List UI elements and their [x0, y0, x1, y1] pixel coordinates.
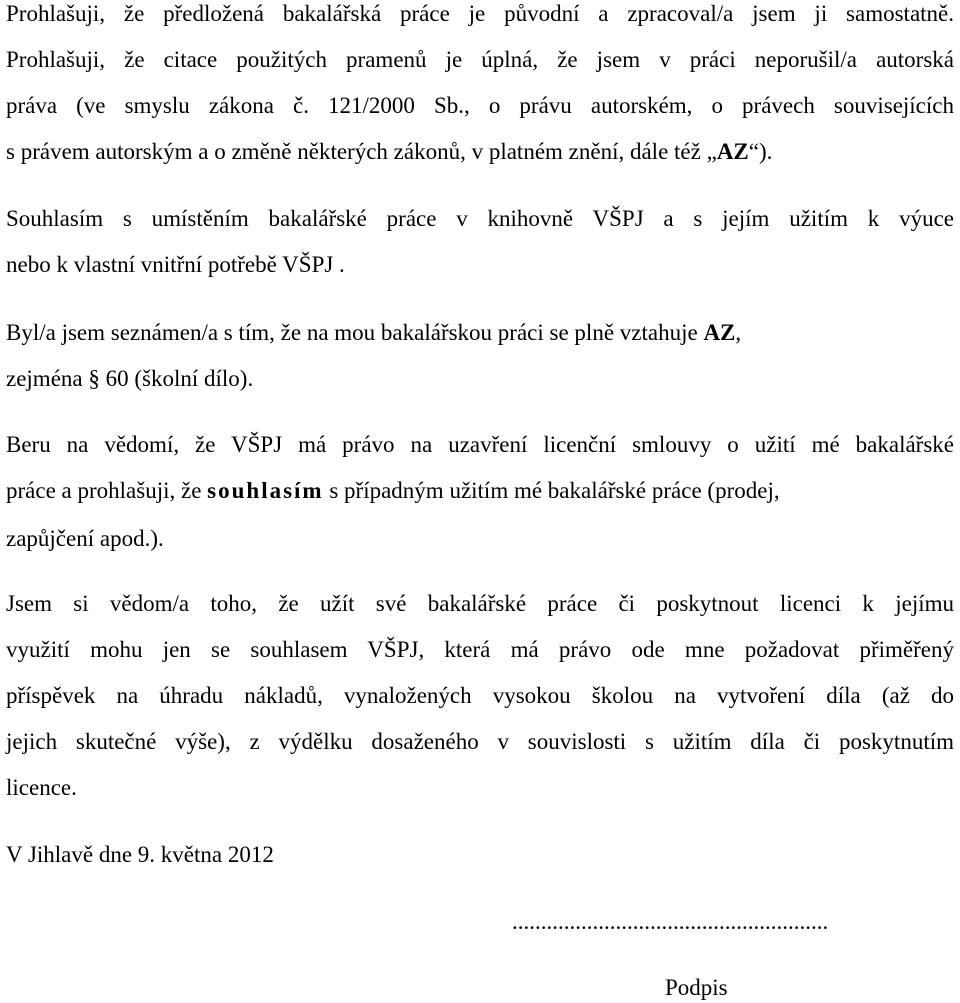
p4-line-2-text: práce a prohlašuji, že [6, 478, 208, 503]
p5-line-3: příspěvek na úhradu nákladů, vynaložených vysokou školou na vytvoření díla (až do [6, 683, 954, 708]
consent-word: souhlasím [207, 478, 324, 503]
place-date: V Jihlavě dne 9. května 2012 [6, 842, 274, 867]
p3-line-2: zejména § 60 (školní dílo). [6, 366, 254, 391]
p4-line-3: zapůjčení apod.). [6, 526, 164, 551]
p5-line-5: licence. [6, 775, 77, 800]
signature-line: ....................................................... [512, 909, 829, 934]
p3-line-1 [6, 321, 741, 344]
p3-line-1-text: Byl/a jsem seznámen/a s tím, že na mou bakalářskou práci se plně vztahuje [6, 320, 704, 345]
p5-line-4: jejich skutečné výše), z výdělku dosaženého v souvislosti s užitím díla či poskytnutím [6, 729, 954, 754]
p1-line-2: Prohlašuji, že citace použitých pramenů je úplná, že jsem v práci neporušil/a autorská [6, 47, 954, 72]
p2-line-2: nebo k vlastní vnitřní potřebě VŠPJ . [6, 252, 345, 277]
p5-line-1: Jsem si vědom/a toho, že užít své bakalářské práce či poskytnout licenci k jejímu [6, 591, 954, 616]
p1-line-1: Prohlašuji, že předložená bakalářská práce je původní a zpracoval/a jsem ji samostatně. [6, 1, 954, 26]
az-abbreviation-2: AZ [703, 320, 736, 345]
p1-line-3: práva (ve smyslu zákona č. 121/2000 Sb., o právu autorském, o právech souvisejících [6, 93, 954, 118]
p4-line-2 [6, 479, 780, 502]
p3-line-1-end: , [735, 320, 742, 345]
az-abbreviation: AZ [716, 139, 749, 164]
p5-line-2: využití mohu jen se souhlasem VŠPJ, která má právo ode mne požadovat přiměřený [6, 637, 954, 662]
p4-line-1: Beru na vědomí, že VŠPJ má právo na uzavření licenční smlouvy o užití mé bakalářské [6, 432, 954, 457]
p1-line-4-text: s právem autorským a o změně některých zákonů, v platném znění, dále též „ [6, 139, 717, 164]
p4-line-2-end: s případným užitím mé bakalářské práce (prodej, [323, 478, 780, 503]
p2-line-1: Souhlasím s umístěním bakalářské práce v knihovně VŠPJ a s jejím užitím k výuce [6, 206, 954, 231]
p1-line-4 [6, 140, 772, 163]
p1-line-4-end: “). [748, 139, 773, 164]
signature-label: Podpis [665, 975, 728, 1000]
